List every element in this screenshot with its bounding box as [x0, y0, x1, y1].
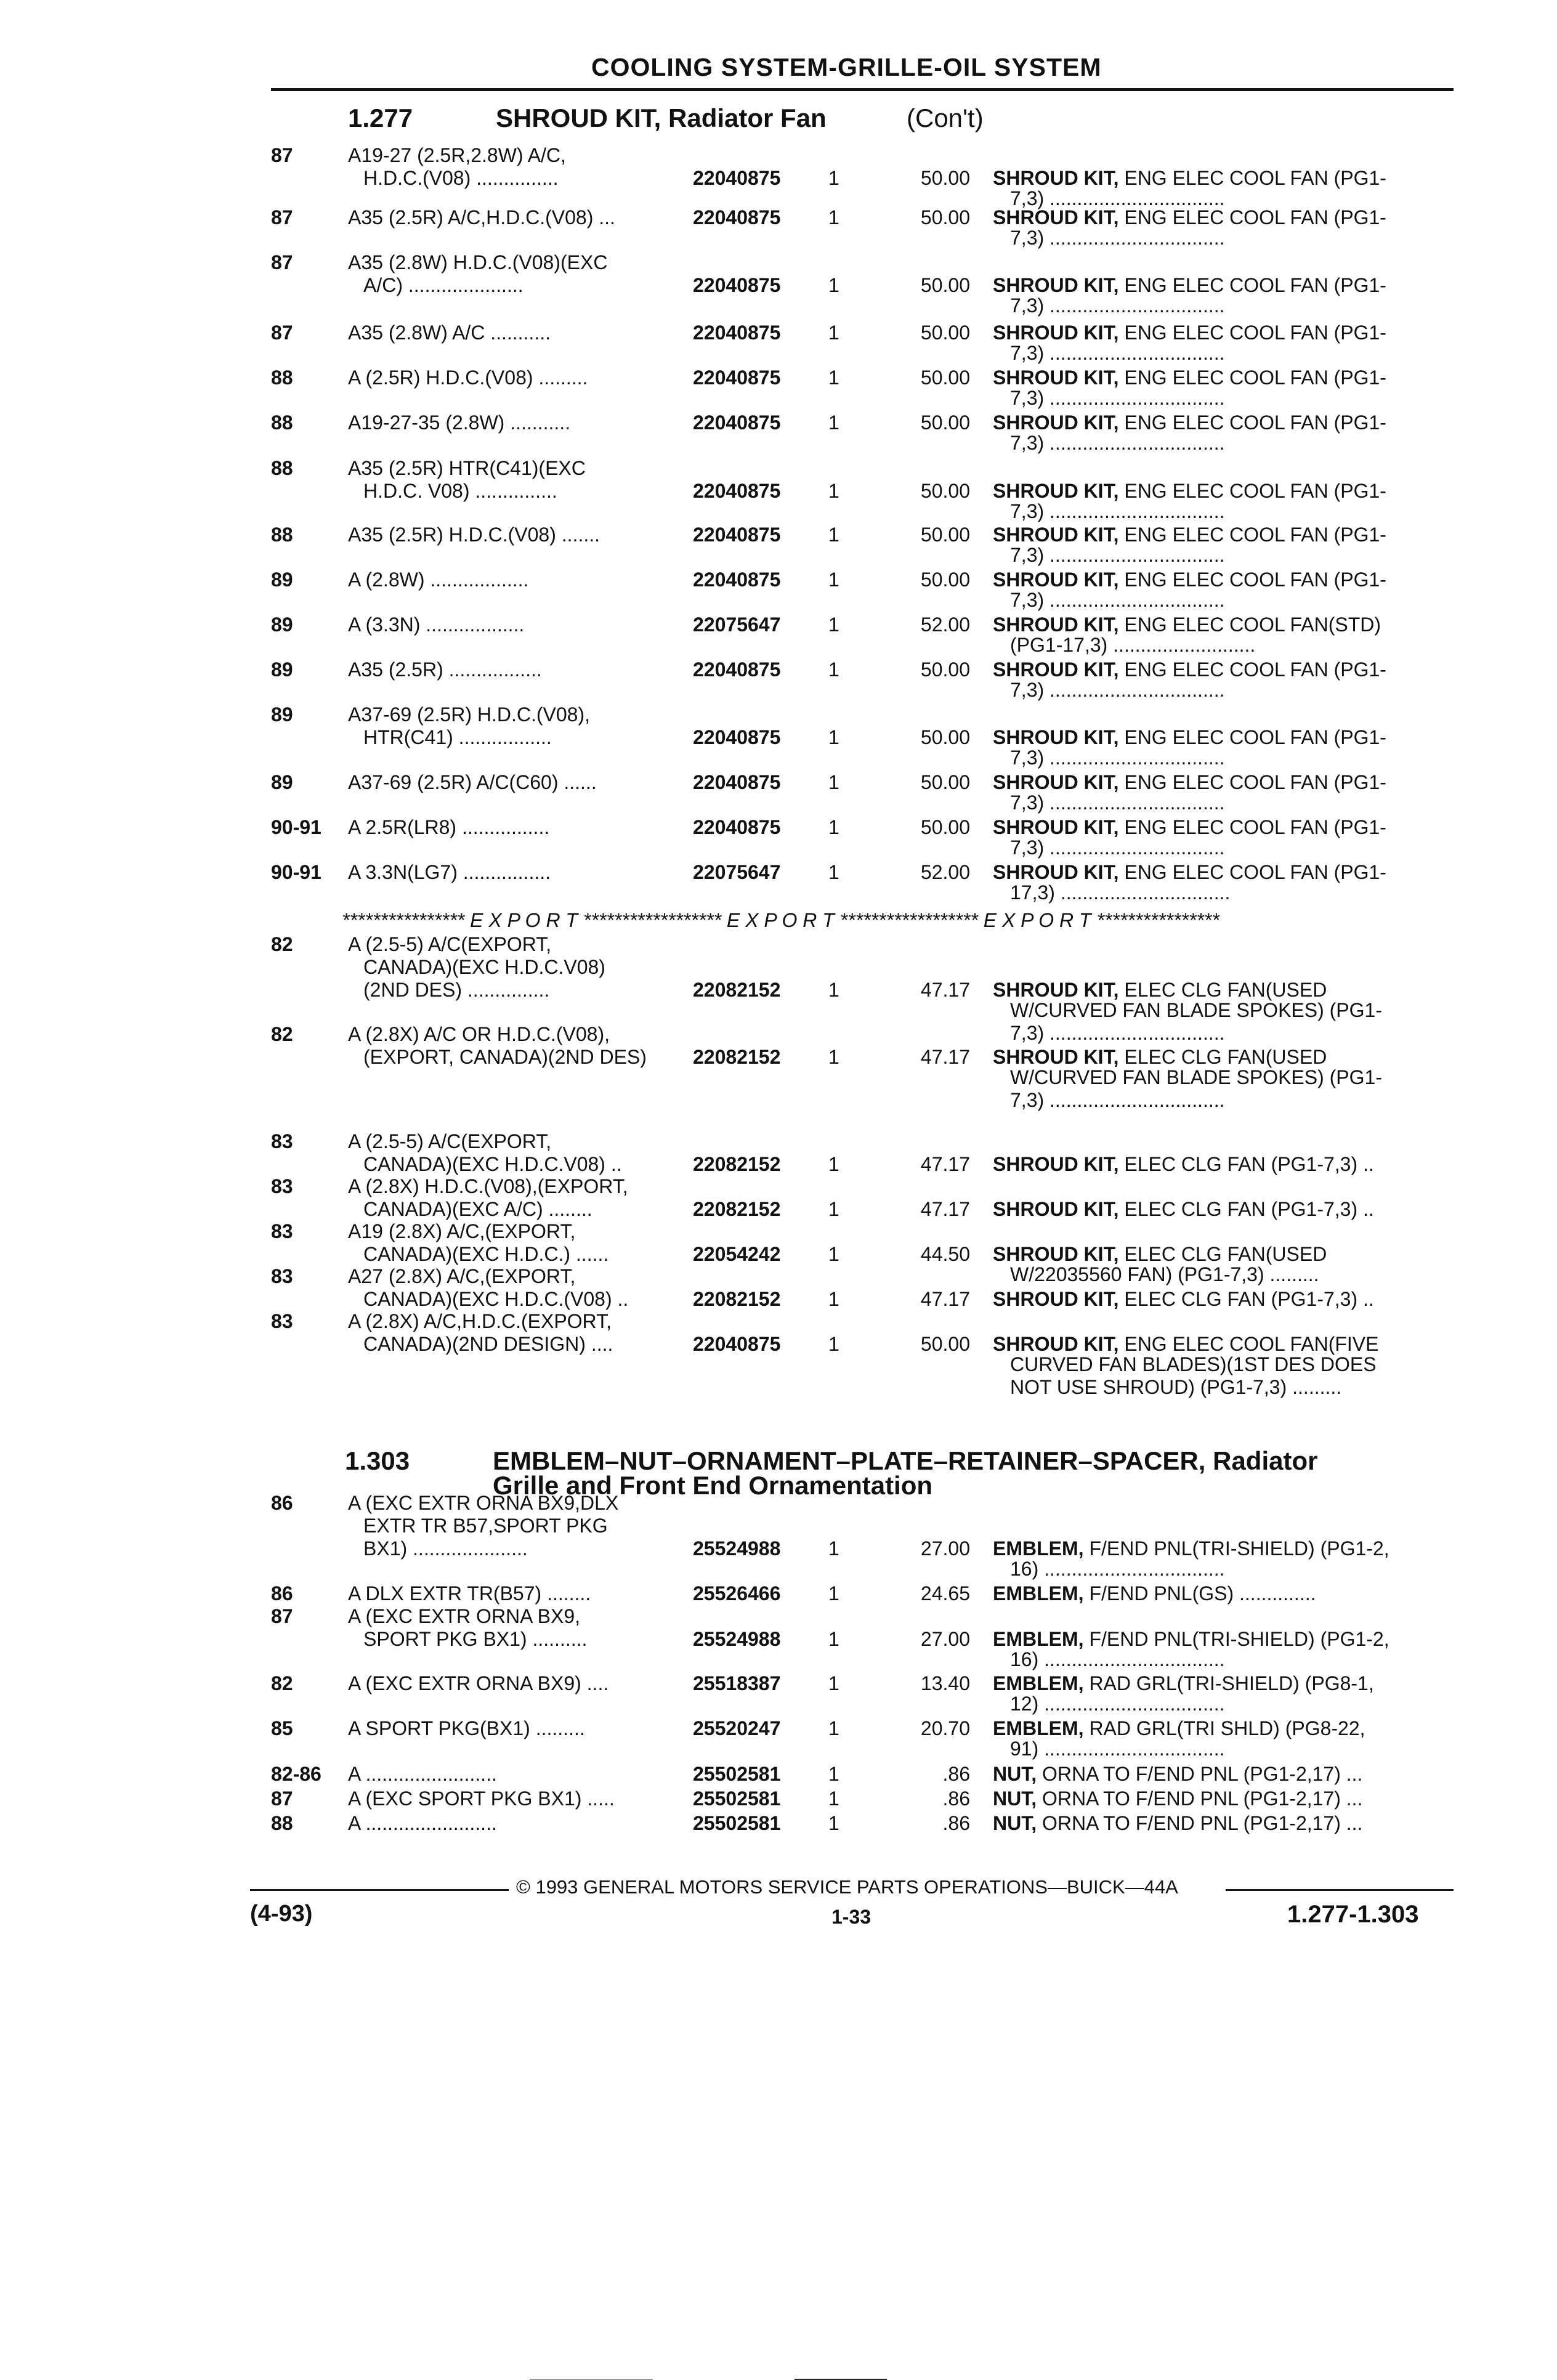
application-desc: A19-27 (2.5R,2.8W) A/C, — [348, 144, 566, 166]
part-name-detail: ELEC CLG FAN(USED — [1124, 1243, 1327, 1265]
part-name-detail: F/END PNL(GS) .............. — [1089, 1582, 1316, 1605]
part-name-bold: NUT, — [993, 1812, 1037, 1834]
price: 50.00 — [920, 366, 970, 389]
model-year: 87 — [271, 1605, 293, 1627]
quantity: 1 — [828, 1582, 839, 1605]
quantity: 1 — [828, 816, 839, 838]
part-name — [993, 1581, 1452, 1606]
model-year: 86 — [271, 1582, 293, 1605]
model-year: 90-91 — [271, 816, 322, 838]
application-desc: A/C) ..................... — [363, 274, 524, 296]
part-name-bold: SHROUD KIT, — [993, 726, 1119, 748]
part-name — [993, 1287, 1452, 1311]
part-name-bold: SHROUD KIT, — [993, 411, 1119, 434]
part-number: 22040875 — [693, 411, 781, 434]
application-desc: CANADA)(EXC H.D.C.) ...... — [363, 1243, 609, 1265]
part-number: 25524988 — [693, 1537, 781, 1560]
model-year: 87 — [271, 206, 293, 229]
quantity: 1 — [828, 322, 839, 344]
part-name-continued: 7,3) ................................ — [1010, 432, 1225, 454]
part-name — [993, 1786, 1452, 1811]
part-name-bold: SHROUD KIT, — [993, 613, 1119, 636]
part-name-bold: SHROUD KIT, — [993, 366, 1119, 389]
part-name-bold: SHROUD KIT, — [993, 322, 1119, 344]
part-name-detail: ENG ELEC COOL FAN (PG1- — [1124, 322, 1386, 344]
part-name-detail: ENG ELEC COOL FAN(STD) — [1124, 613, 1381, 636]
part-name-bold: SHROUD KIT, — [993, 771, 1119, 793]
part-name-detail: F/END PNL(TRI-SHIELD) (PG1-2, — [1089, 1537, 1389, 1560]
price: 50.00 — [920, 322, 970, 344]
footer-copyright: © 1993 GENERAL MOTORS SERVICE PARTS OPERATIONS—BUICK—44A — [516, 1876, 1178, 1898]
quantity: 1 — [828, 658, 839, 681]
part-name — [993, 1811, 1452, 1836]
part-number: 22082152 — [693, 979, 781, 1001]
application-desc: A (2.5-5) A/C(EXPORT, — [348, 933, 552, 955]
quantity: 1 — [828, 1717, 839, 1739]
part-name-continued: 7,3) ................................ — [1010, 836, 1225, 859]
part-name-detail: ENG ELEC COOL FAN (PG1- — [1124, 726, 1386, 748]
part-name-continued: 7,3) ................................ — [1010, 227, 1225, 249]
price: .86 — [942, 1787, 970, 1810]
model-year: 88 — [271, 524, 293, 546]
part-name-detail: ENG ELEC COOL FAN (PG1- — [1124, 524, 1386, 546]
price: .86 — [942, 1812, 970, 1834]
quantity: 1 — [828, 206, 839, 229]
part-name-detail: ORNA TO F/END PNL (PG1-2,17) ... — [1042, 1787, 1363, 1810]
part-name — [993, 1762, 1452, 1786]
model-year: 82 — [271, 1672, 293, 1694]
application-desc: H.D.C. V08) ............... — [363, 480, 557, 502]
price: 47.17 — [920, 979, 970, 1001]
price: 50.00 — [920, 658, 970, 681]
application-desc: A (EXC EXTR ORNA BX9, — [348, 1605, 580, 1627]
part-number: 22040875 — [693, 816, 781, 838]
application-desc: A (2.5-5) A/C(EXPORT, — [348, 1130, 552, 1152]
model-year: 87 — [271, 144, 293, 166]
part-name-detail: ORNA TO F/END PNL (PG1-2,17) ... — [1042, 1763, 1363, 1785]
application-desc: HTR(C41) ................. — [363, 726, 552, 748]
section-title-1303-line2: Grille and Front End Ornamentation — [493, 1471, 933, 1500]
part-name-continued: W/CURVED FAN BLADE SPOKES) (PG1- — [1010, 999, 1382, 1021]
model-year: 87 — [271, 251, 293, 273]
model-year: 83 — [271, 1265, 293, 1287]
price: 50.00 — [920, 524, 970, 546]
part-name-detail: ENG ELEC COOL FAN (PG1- — [1124, 658, 1386, 681]
price: 50.00 — [920, 274, 970, 296]
part-number: 25520247 — [693, 1717, 781, 1739]
part-name-continued: NOT USE SHROUD) (PG1-7,3) ......... — [1010, 1376, 1342, 1398]
part-name-detail: ENG ELEC COOL FAN (PG1- — [1124, 274, 1386, 296]
part-number: 22075647 — [693, 613, 781, 636]
part-name-continued: 7,3) ................................ — [1010, 544, 1225, 566]
part-name-continued: 7,3) ................................ — [1010, 342, 1225, 364]
part-name-continued: 16) ................................. — [1010, 1648, 1225, 1670]
part-name-detail: ELEC CLG FAN (PG1-7,3) .. — [1124, 1198, 1374, 1220]
part-name-continued: 7,3) ................................ — [1010, 187, 1225, 209]
application-desc: A 3.3N(LG7) ................ — [348, 861, 551, 883]
application-desc: A19-27-35 (2.8W) ........... — [348, 411, 571, 434]
quantity: 1 — [828, 613, 839, 636]
part-name-bold: SHROUD KIT, — [993, 816, 1119, 838]
application-desc: A19 (2.8X) A/C,(EXPORT, — [348, 1220, 576, 1242]
part-name-bold: SHROUD KIT, — [993, 979, 1119, 1001]
application-desc: CANADA)(EXC A/C) ........ — [363, 1198, 592, 1220]
quantity: 1 — [828, 480, 839, 502]
part-name-continued: 12) ................................. — [1010, 1693, 1225, 1715]
quantity: 1 — [828, 979, 839, 1001]
part-number: 22075647 — [693, 861, 781, 883]
page-header-title: COOLING SYSTEM-GRILLE-OIL SYSTEM — [591, 53, 1102, 81]
part-name-bold: SHROUD KIT, — [993, 1198, 1119, 1220]
price: 50.00 — [920, 411, 970, 434]
part-name-detail: ENG ELEC COOL FAN (PG1- — [1124, 861, 1386, 883]
part-name-bold: SHROUD KIT, — [993, 524, 1119, 546]
application-desc: A ........................ — [348, 1812, 497, 1834]
header-rule — [271, 88, 1454, 91]
part-number: 22082152 — [693, 1046, 781, 1068]
price: 44.50 — [920, 1243, 970, 1265]
quantity: 1 — [828, 1288, 839, 1310]
model-year: 82-86 — [271, 1763, 322, 1785]
part-name-bold: SHROUD KIT, — [993, 274, 1119, 296]
price: 52.00 — [920, 861, 970, 883]
application-desc: A (3.3N) .................. — [348, 613, 525, 636]
part-number: 22040875 — [693, 771, 781, 793]
model-year: 87 — [271, 322, 293, 344]
price: 50.00 — [920, 816, 970, 838]
quantity: 1 — [828, 861, 839, 883]
part-name-detail: RAD GRL(TRI-SHIELD) (PG8-1, — [1089, 1672, 1374, 1694]
part-name-continued: 17,3) ............................... — [1010, 881, 1231, 904]
part-number: 22040875 — [693, 322, 781, 344]
model-year: 89 — [271, 771, 293, 793]
quantity: 1 — [828, 1763, 839, 1785]
model-year: 83 — [271, 1220, 293, 1242]
part-name-detail: ENG ELEC COOL FAN (PG1- — [1124, 569, 1386, 591]
application-desc: SPORT PKG BX1) .......... — [363, 1628, 588, 1650]
part-name-continued: 7,3) ................................ — [1010, 1089, 1225, 1111]
part-name-bold: SHROUD KIT, — [993, 167, 1119, 189]
quantity: 1 — [828, 366, 839, 389]
section-code-1277: 1.277 — [348, 103, 413, 132]
part-name-bold: SHROUD KIT, — [993, 1288, 1119, 1310]
part-name-continued: (PG1-17,3) .......................... — [1010, 634, 1256, 656]
application-desc: A (2.5R) H.D.C.(V08) ......... — [348, 366, 588, 389]
quantity: 1 — [828, 1628, 839, 1650]
application-desc: A27 (2.8X) A/C,(EXPORT, — [348, 1265, 576, 1287]
application-desc: A35 (2.5R) A/C,H.D.C.(V08) ... — [348, 206, 615, 229]
quantity: 1 — [828, 1672, 839, 1694]
application-desc: H.D.C.(V08) ............... — [363, 167, 559, 189]
quantity: 1 — [828, 726, 839, 748]
part-number: 22040875 — [693, 1333, 781, 1355]
part-name-bold: NUT, — [993, 1763, 1037, 1785]
model-year: 86 — [271, 1492, 293, 1514]
part-name-continued: W/22035560 FAN) (PG1-7,3) ......... — [1010, 1263, 1319, 1285]
part-name-bold: EMBLEM, — [993, 1628, 1084, 1650]
price: 52.00 — [920, 613, 970, 636]
part-name-continued: 7,3) ................................ — [1010, 387, 1225, 409]
model-year: 88 — [271, 1812, 293, 1834]
model-year: 89 — [271, 658, 293, 681]
part-name-detail: ELEC CLG FAN(USED — [1124, 1046, 1327, 1068]
application-desc: A SPORT PKG(BX1) ......... — [348, 1717, 585, 1739]
price: 47.17 — [920, 1046, 970, 1068]
price: 20.70 — [920, 1717, 970, 1739]
price: 50.00 — [920, 206, 970, 229]
application-desc: CANADA)(EXC H.D.C.V08) .. — [363, 1153, 622, 1175]
application-desc: A37-69 (2.5R) A/C(C60) ...... — [348, 771, 597, 793]
part-name-bold: SHROUD KIT, — [993, 658, 1119, 681]
part-number: 22082152 — [693, 1288, 781, 1310]
part-number: 22040875 — [693, 274, 781, 296]
quantity: 1 — [828, 1243, 839, 1265]
application-desc: A (2.8W) .................. — [348, 569, 529, 591]
part-name-detail: ENG ELEC COOL FAN (PG1- — [1124, 167, 1386, 189]
price: 50.00 — [920, 569, 970, 591]
part-name-detail: ENG ELEC COOL FAN (PG1- — [1124, 816, 1386, 838]
part-name-bold: SHROUD KIT, — [993, 1153, 1119, 1175]
price: 24.65 — [920, 1582, 970, 1605]
part-name-detail: ORNA TO F/END PNL (PG1-2,17) ... — [1042, 1812, 1363, 1834]
part-name-continued: 7,3) ................................ — [1010, 294, 1225, 317]
application-desc: A37-69 (2.5R) H.D.C.(V08), — [348, 703, 591, 726]
application-desc: A35 (2.5R) HTR(C41)(EXC — [348, 457, 586, 479]
part-name-continued: 7,3) ................................ — [1010, 500, 1225, 522]
price: 27.00 — [920, 1537, 970, 1560]
model-year: 87 — [271, 1787, 293, 1810]
price: 50.00 — [920, 167, 970, 189]
price: 47.17 — [920, 1153, 970, 1175]
part-name-bold: SHROUD KIT, — [993, 1243, 1119, 1265]
application-desc: A (2.8X) H.D.C.(V08),(EXPORT, — [348, 1175, 628, 1197]
model-year: 88 — [271, 366, 293, 389]
part-number: 25526466 — [693, 1582, 781, 1605]
model-year: 83 — [271, 1310, 293, 1332]
application-desc: A35 (2.8W) A/C ........... — [348, 322, 551, 344]
part-name-detail: ELEC CLG FAN (PG1-7,3) .. — [1124, 1288, 1374, 1310]
application-desc: CANADA)(2ND DESIGN) .... — [363, 1333, 613, 1355]
part-name-continued: 16) ................................. — [1010, 1558, 1225, 1580]
price: 50.00 — [920, 726, 970, 748]
part-name-detail: ENG ELEC COOL FAN (PG1- — [1124, 411, 1386, 434]
part-name-bold: EMBLEM, — [993, 1537, 1084, 1560]
part-name-continued: 7,3) ................................ — [1010, 791, 1225, 814]
part-number: 25502581 — [693, 1787, 781, 1810]
quantity: 1 — [828, 771, 839, 793]
part-name-detail: ENG ELEC COOL FAN (PG1- — [1124, 771, 1386, 793]
footer-date: (4-93) — [250, 1901, 313, 1927]
part-name-continued: 7,3) ................................ — [1010, 679, 1225, 701]
quantity: 1 — [828, 167, 839, 189]
part-name-bold: SHROUD KIT, — [993, 480, 1119, 502]
quantity: 1 — [828, 1198, 839, 1220]
application-desc: A (2.8X) A/C,H.D.C.(EXPORT, — [348, 1310, 612, 1332]
model-year: 82 — [271, 933, 293, 955]
model-year: 89 — [271, 569, 293, 591]
quantity: 1 — [828, 274, 839, 296]
export-banner: **************** E X P O R T ****************** E X P O R T ****************** E X P O R T **************** — [342, 909, 1219, 931]
application-desc: A (EXC SPORT PKG BX1) ..... — [348, 1787, 615, 1810]
part-number: 22040875 — [693, 569, 781, 591]
application-desc: A (2.8X) A/C OR H.D.C.(V08), — [348, 1023, 610, 1045]
price: 47.17 — [920, 1198, 970, 1220]
quantity: 1 — [828, 411, 839, 434]
quantity: 1 — [828, 1537, 839, 1560]
model-year: 89 — [271, 703, 293, 726]
part-name-bold: SHROUD KIT, — [993, 1333, 1119, 1355]
section-contd: (Con't) — [907, 103, 984, 132]
part-number: 22040875 — [693, 206, 781, 229]
model-year: 82 — [271, 1023, 293, 1045]
price: 50.00 — [920, 480, 970, 502]
model-year: 88 — [271, 411, 293, 434]
price: 13.40 — [920, 1672, 970, 1694]
quantity: 1 — [828, 1333, 839, 1355]
part-name-bold: EMBLEM, — [993, 1717, 1084, 1739]
quantity: 1 — [828, 524, 839, 546]
part-name-bold: NUT, — [993, 1787, 1037, 1810]
part-name-bold: EMBLEM, — [993, 1672, 1084, 1694]
part-name-detail: ENG ELEC COOL FAN (PG1- — [1124, 366, 1386, 389]
application-desc: A 2.5R(LR8) ................ — [348, 816, 550, 838]
quantity: 1 — [828, 1812, 839, 1834]
application-desc: (EXPORT, CANADA)(2ND DES) — [363, 1046, 647, 1068]
model-year: 83 — [271, 1175, 293, 1197]
part-name-continued: 91) ................................. — [1010, 1738, 1225, 1760]
part-name-detail: ENG ELEC COOL FAN (PG1- — [1124, 206, 1386, 229]
application-desc: A35 (2.8W) H.D.C.(V08)(EXC — [348, 251, 608, 273]
application-desc: A ........................ — [348, 1763, 497, 1785]
application-desc: (2ND DES) ............... — [363, 979, 550, 1001]
part-number: 22040875 — [693, 167, 781, 189]
part-number: 22040875 — [693, 366, 781, 389]
quantity: 1 — [828, 1153, 839, 1175]
model-year: 88 — [271, 457, 293, 479]
model-year: 90-91 — [271, 861, 322, 883]
application-desc: BX1) ..................... — [363, 1537, 528, 1560]
section-title-1277: SHROUD KIT, Radiator Fan — [496, 103, 827, 132]
quantity: 1 — [828, 1046, 839, 1068]
price: 47.17 — [920, 1288, 970, 1310]
part-name-detail: ELEC CLG FAN (PG1-7,3) .. — [1124, 1153, 1374, 1175]
price: 50.00 — [920, 771, 970, 793]
part-name — [993, 1197, 1452, 1221]
part-name-detail: ENG ELEC COOL FAN(FIVE — [1124, 1333, 1379, 1355]
part-number: 25502581 — [693, 1812, 781, 1834]
part-name-bold: SHROUD KIT, — [993, 569, 1119, 591]
model-year: 89 — [271, 613, 293, 636]
application-desc: CANADA)(EXC H.D.C.V08) — [363, 956, 605, 978]
part-name-detail: ELEC CLG FAN(USED — [1124, 979, 1327, 1001]
footer-rule-right — [1226, 1889, 1454, 1891]
part-number: 25518387 — [693, 1672, 781, 1694]
price: .86 — [942, 1763, 970, 1785]
model-year: 83 — [271, 1130, 293, 1152]
footer-page-number: 1-33 — [831, 1906, 872, 1928]
part-number: 22040875 — [693, 524, 781, 546]
application-desc: CANADA)(EXC H.D.C.(V08) .. — [363, 1288, 629, 1310]
application-desc: A DLX EXTR TR(B57) ........ — [348, 1582, 591, 1605]
quantity: 1 — [828, 569, 839, 591]
application-desc: EXTR TR B57,SPORT PKG — [363, 1515, 608, 1537]
part-name-detail: ENG ELEC COOL FAN (PG1- — [1124, 480, 1386, 502]
part-number: 22040875 — [693, 658, 781, 681]
part-name — [993, 1152, 1452, 1176]
part-name-bold: SHROUD KIT, — [993, 206, 1119, 229]
section-code-1303: 1.303 — [345, 1446, 410, 1475]
part-number: 22082152 — [693, 1153, 781, 1175]
price: 27.00 — [920, 1628, 970, 1650]
part-name-bold: EMBLEM, — [993, 1582, 1084, 1605]
part-number: 22040875 — [693, 480, 781, 502]
part-name-continued: 7,3) ................................ — [1010, 1022, 1225, 1044]
part-name-continued: W/CURVED FAN BLADE SPOKES) (PG1- — [1010, 1066, 1382, 1088]
part-number: 25502581 — [693, 1763, 781, 1785]
application-desc: A35 (2.5R) H.D.C.(V08) ....... — [348, 524, 600, 546]
part-name-bold: SHROUD KIT, — [993, 861, 1119, 883]
footer-rule-left — [250, 1889, 509, 1891]
price: 50.00 — [920, 1333, 970, 1355]
part-name-continued: 7,3) ................................ — [1010, 747, 1225, 769]
part-name-detail: F/END PNL(TRI-SHIELD) (PG1-2, — [1089, 1628, 1389, 1650]
application-desc: A (EXC EXTR ORNA BX9,DLX — [348, 1492, 619, 1514]
part-name-detail: RAD GRL(TRI SHLD) (PG8-22, — [1089, 1717, 1365, 1739]
quantity: 1 — [828, 1787, 839, 1810]
part-name-continued: 7,3) ................................ — [1010, 589, 1225, 611]
application-desc: A (EXC EXTR ORNA BX9) .... — [348, 1672, 609, 1694]
part-number: 22054242 — [693, 1243, 781, 1265]
footer-range: 1.277-1.303 — [1287, 1901, 1419, 1928]
part-name-continued: CURVED FAN BLADES)(1ST DES DOES — [1010, 1353, 1377, 1375]
part-number: 25524988 — [693, 1628, 781, 1650]
part-number: 22040875 — [693, 726, 781, 748]
part-number: 22082152 — [693, 1198, 781, 1220]
part-name-bold: SHROUD KIT, — [993, 1046, 1119, 1068]
application-desc: A35 (2.5R) ................. — [348, 658, 542, 681]
model-year: 85 — [271, 1717, 293, 1739]
section-title-1303-line1: EMBLEM–NUT–ORNAMENT–PLATE–RETAINER–SPACER, Radiator — [493, 1446, 1318, 1475]
